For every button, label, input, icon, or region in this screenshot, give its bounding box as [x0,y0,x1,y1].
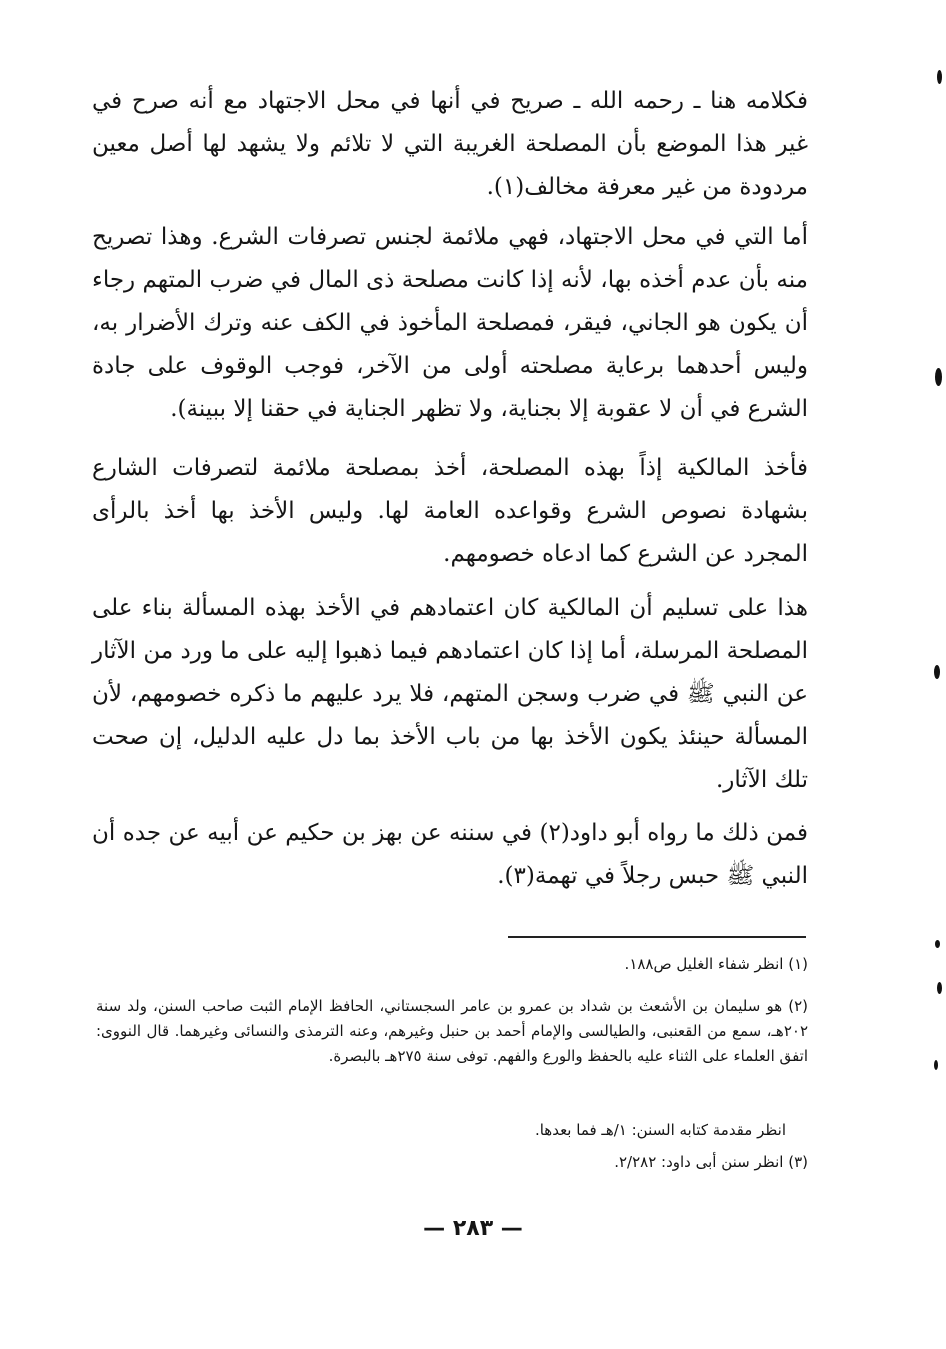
footnote-divider [508,936,806,938]
scan-speck [935,368,942,386]
scan-speck [934,665,940,679]
paragraph-3: فأخذ المالكية إذاً بهذه المصلحة، أخذ بمصلحة ملائمة لتصرفات الشارع بشهادة نصوص الشرع وقواعده العامة لها. وليس الأخذ بها أخذ بالرأى المجرد عن الشرع كما ادعاه خصومهم. [92,455,808,567]
paragraph-2: أما التي في محل الاجتهاد، فهي ملائمة لجنس تصرفات الشرع. وهذا تصريح منه بأن عدم أخذه بها، لأنه إذا كانت مصلحة ذى المال في ضرب المتهم رجاء أن يكون هو الجاني، فيقر، فمصلحة المأخوذ في الكف عنه وترك الأضرار به، وليس أحدهما برعاية مصلحته أولى من الآخر، فوجب الوقوف على جادة الشرع في أن لا عقوبة إلا بجناية، ولا تظهر الجناية في حقنا إلا ببينة). [92,224,808,422]
scan-speck [937,70,942,84]
paragraph-4: هذا على تسليم أن المالكية كان اعتمادهم في الأخذ بهذه المسألة بناء على المصلحة المرسلة، أما إذا كان اعتمادهم فيما ذهبوا إليه على ما ورد من الآثار عن النبي ﷺ في ضرب وسجن المتهم، فلا يرد عليهم ما ذكره خصومهم، لأن المسألة حينئذ يكون الأخذ بها من باب الأخذ بما دل عليه الدليل، إن صحت تلك الآثار. [92,595,808,793]
scan-speck [935,940,940,948]
footnote-3: (٣) انظر سنن أبى داود: ٢/٢٨٢. [614,1153,808,1171]
paragraph-5: فمن ذلك ما رواه أبو داود(٢) في سننه عن بهز بن حكيم عن أبيه عن جده أن النبي ﷺ حبس رجلاً في تهمة(٣). [92,820,808,889]
scan-speck [937,982,942,994]
footnote-1: (١) انظر شفاء الغليل ص١٨٨. [624,955,808,973]
page-number: — ٢٨٣ — [423,1216,523,1241]
footnote-2-reference: انظر مقدمة كتابه السنن: ١/هـ فما بعدها. [534,1121,786,1139]
paragraph-1: فكلامه هنا ـ رحمه الله ـ صريح في أنها في محل الاجتهاد مع أنه صرح في غير هذا الموضع بأن المصلحة الغريبة التي لا تلائم ولا يشهد لها أصل معين مردودة من غير معرفة مخالف(١). [92,88,808,200]
scan-speck [934,1060,938,1070]
footnote-2: (٢) هو سليمان بن الأشعث بن شداد بن عمرو بن عامر السجستاني، الحافظ الإمام الثبت صاحب السنن، ولد سنة ٢٠٢هـ، سمع من القعنبى، والطيالسى والإمام أحمد بن حنبل وغيرهم، وعنه الترمذى والنسائى وغيرهما. قال النووى: اتفق العلماء على الثناء عليه بالحفظ والورع والفهم. توفى سنة ٢٧٥هـ بالبصرة. [96,997,808,1065]
